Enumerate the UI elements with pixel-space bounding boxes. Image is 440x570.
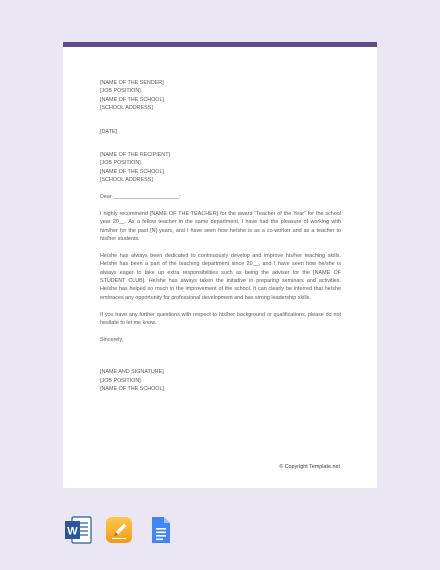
sender-name: [NAME OF THE SENDER] bbox=[100, 80, 164, 86]
closing: Sincerely, bbox=[100, 336, 124, 343]
paragraph-2: He/she has always been dedicated to continuously develop and improve his/her teaching skills. He/she has been a part of the teaching department since 20__, and I have seen how he/she is always eager to take up extra responsibilities such as being the adviser for the [NAME OF STUDENT CLUB]. He/she has always taken the initiative in preparing seminars and activities. He/she has helped so much in the improvement of the school. It can clearly be inferred that he/she embraces any opportunity for professional development and has strong leadership skills. bbox=[100, 252, 341, 301]
sender-job-position: [JOB POSITION] bbox=[100, 88, 141, 95]
letter-body bbox=[100, 79, 341, 394]
recipient-job-position: [JOB POSITION] bbox=[100, 160, 141, 167]
recipient-address: [SCHOOL ADDRESS] bbox=[100, 177, 153, 184]
sender-school: [NAME OF THE SCHOOL] bbox=[100, 96, 164, 103]
salutation: Dear ______________________: bbox=[100, 194, 181, 201]
svg-text:W: W bbox=[67, 525, 78, 538]
signature-block bbox=[100, 368, 341, 393]
signature-job-position: [JOB POSITION] bbox=[100, 377, 141, 384]
sender-address: [SCHOOL ADDRESS] bbox=[100, 105, 153, 112]
word-icon[interactable] bbox=[63, 515, 93, 545]
copyright-notice: © Copyright Template.net bbox=[279, 464, 340, 470]
signature-school: [NAME OF THE SCHOOL] bbox=[100, 386, 164, 393]
letter-page bbox=[63, 42, 377, 488]
recipient-name: [NAME OF THE RECIPIENT] bbox=[100, 152, 170, 159]
paragraph-1: I highly recommend [NAME OF THE TEACHER] for the award “Teacher of the Year” for the school year 20__. As a fellow teacher in the same department, I have had the pleasure of working with him/her for the past [N] years, and I have seen how he/she is as a co-worker and as a teacher to his/her students. bbox=[100, 210, 341, 243]
paragraph-3: If you have any further questions with respect to his/her background or qualifications, please do not hesitate to let me know. bbox=[100, 311, 341, 327]
signature-name: [NAME AND SIGNATURE] bbox=[100, 369, 164, 376]
pages-icon[interactable] bbox=[104, 515, 134, 545]
recipient-school: [NAME OF THE SCHOOL] bbox=[100, 168, 164, 175]
google-docs-icon[interactable] bbox=[145, 515, 175, 545]
sender-block bbox=[100, 79, 341, 113]
letter-date: [DATE] bbox=[100, 128, 117, 135]
header-accent-bar bbox=[63, 42, 377, 47]
recipient-block bbox=[100, 151, 341, 185]
